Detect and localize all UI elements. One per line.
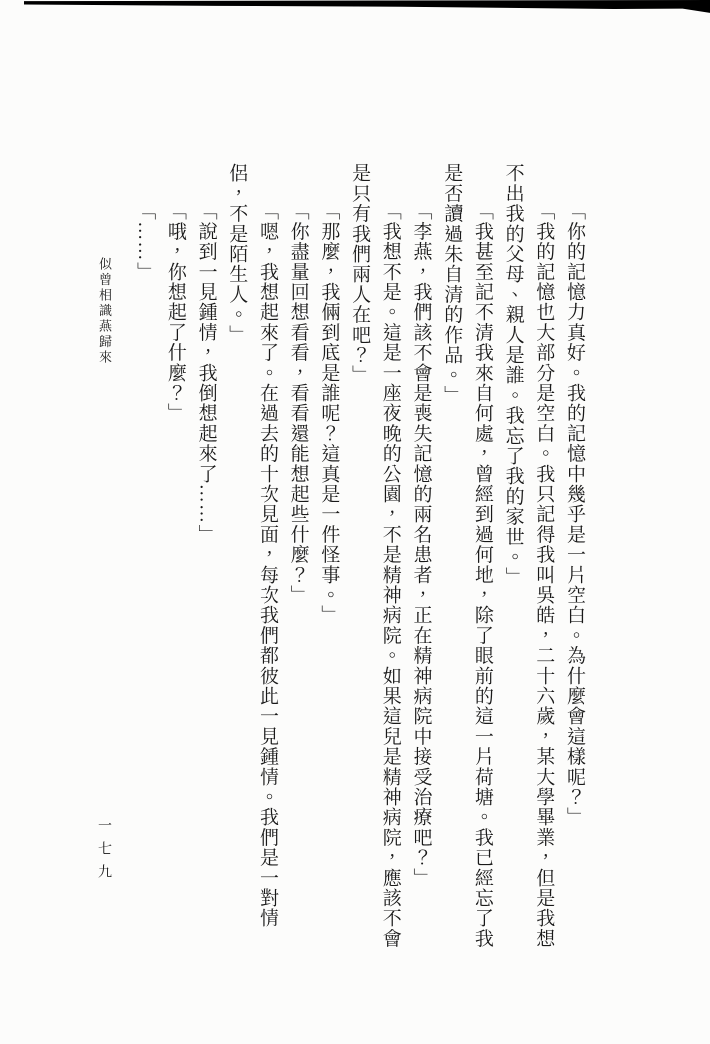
paragraph: 「李燕，我們該不會是喪失記憶的兩名患者，正在精神病院中接受治療吧？」 bbox=[410, 201, 432, 888]
paragraph: 「嗯，我想起來了。在過去的十次見面，每次我們都彼此一見鍾情。我們是一對情侶，不是陌生人。」 bbox=[226, 163, 278, 929]
page-number: 一七九 bbox=[96, 818, 111, 887]
paragraph: 「哦，你想起了什麼？」 bbox=[164, 201, 186, 424]
paragraph: 「我甚至記不清我來自何處，曾經到過何地，除了眼前的這一片荷塘。我已經忘了我是否讀過朱自清的作品。」 bbox=[441, 163, 493, 949]
paragraph: 「我想不是。這是一座夜晚的公園，不是精神病院。如果這兒是精神病院，應該不會是只有我們兩人在吧？」 bbox=[349, 163, 401, 949]
paragraph: 「說到一見鍾情，我倒想起來了……」 bbox=[195, 201, 217, 545]
paragraph: 「我的記憶也大部分是空白。我只記得我叫吳皓，二十六歲，某大學畢業，但是我想不出我的父母、親人是誰。我忘了我的家世。」 bbox=[502, 163, 555, 949]
paragraph: 「你的記憶力真好。我的記憶中幾乎是一片空白。為什麼會這樣呢？」 bbox=[564, 201, 585, 828]
paragraph: 「……」 bbox=[134, 201, 156, 282]
running-title: 似曾相識燕歸來 bbox=[97, 257, 112, 366]
paragraph: 「你盡量回想看看，看看還能想起些什麼？」 bbox=[287, 201, 309, 605]
scan-edge-artifact bbox=[24, 0, 710, 14]
body-text-block bbox=[128, 163, 589, 953]
paragraph: 「那麼，我倆到底是誰呢？這真是一件怪事。」 bbox=[318, 201, 340, 626]
